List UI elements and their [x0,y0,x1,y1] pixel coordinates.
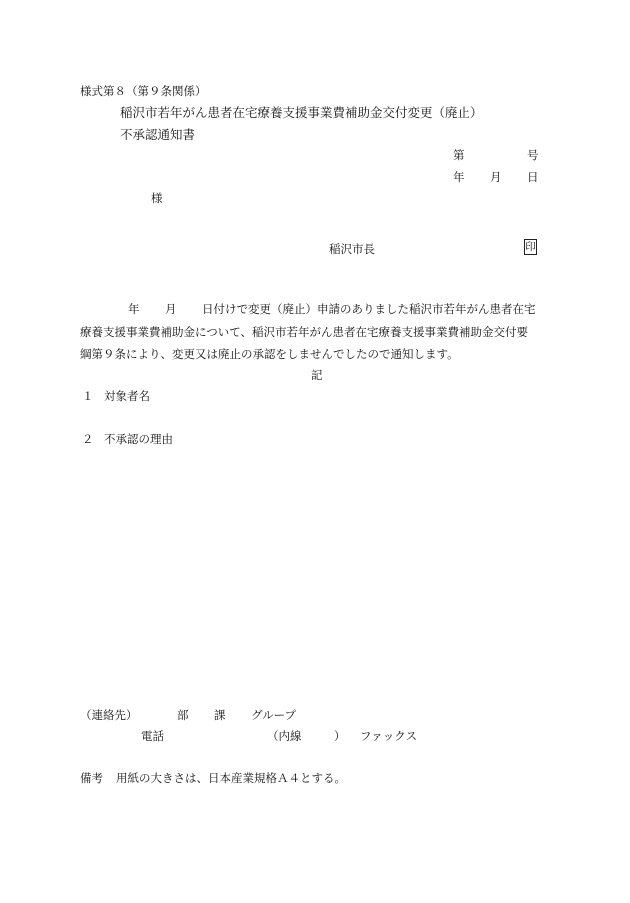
item-label: 不承認の理由 [104,432,173,446]
item-number: ２ [82,432,94,446]
document-title-line1: 稲沢市若年がん患者在宅療養支援事業費補助金交付変更（廃止） [120,105,483,120]
seal-mark: 印 [525,241,536,253]
body-line2: 療養支援事業費補助金について、稲沢市若年がん患者在宅療養支援事業費補助金交付要 [80,325,529,339]
contact-extension-close: ） [334,729,346,743]
form-number: 様式第８（第９条関係） [80,84,207,98]
contact-department: 部 [177,708,189,722]
note-label: 備考 [80,771,103,785]
body-year: 年 [128,302,140,316]
issuer-name: 稲沢市長 [329,242,375,256]
ki-heading: 記 [311,368,323,382]
date-day: 日 [527,170,539,184]
item-label: 対象者名 [104,389,150,403]
date-month: 月 [490,170,502,184]
doc-number-prefix: 第 [453,148,465,162]
contact-section: 課 [214,708,226,722]
contact-fax-label: ファックス [360,729,418,743]
contact-label: （連絡先） [80,708,138,722]
contact-extension-open: （内線 [267,729,302,743]
body-line1: 日付けで変更（廃止）申請のありました稲沢市若年がん患者在宅 [202,302,536,316]
document-title-line2: 不承認通知書 [120,127,196,142]
note-text: 用紙の大きさは、日本産業規格Ａ４とする。 [116,771,346,785]
body-line3: 綱第９条により、変更又は廃止の承認をしませんでしたので通知します。 [80,347,459,361]
body-month: 月 [165,302,177,316]
addressee-honorific: 様 [151,191,163,205]
date-year: 年 [453,170,465,184]
doc-number-suffix: 号 [527,148,539,162]
contact-group: グループ [251,708,297,722]
item-number: １ [82,389,94,403]
contact-phone-label: 電話 [141,729,164,743]
